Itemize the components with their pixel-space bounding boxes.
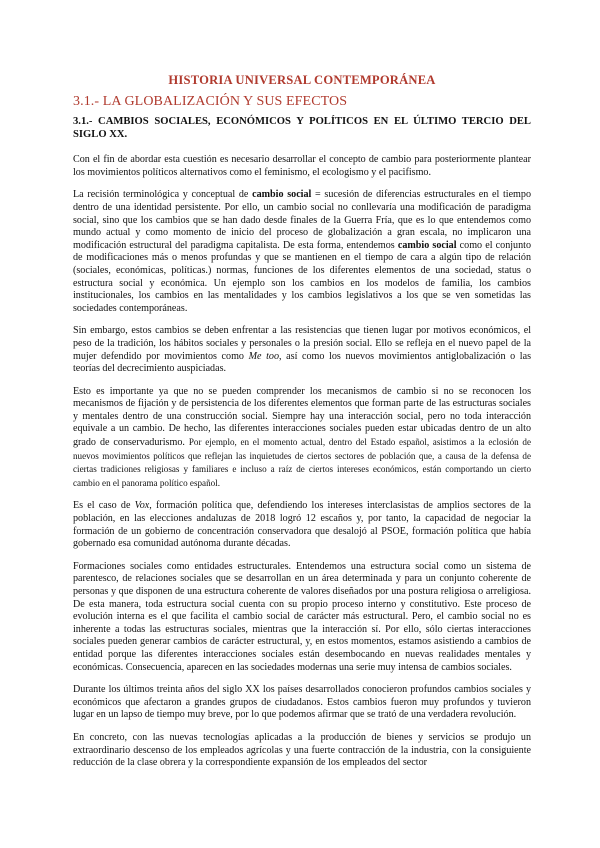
- paragraph-text: La recisión terminológica y conceptual de: [73, 189, 253, 201]
- paragraph-text: Durante los últimos treinta años del siglo XX los países desarrollados conocieron profundos cambios sociales y económicos que afectaron a grandes grupos de ciudadanos. Estos cambios fueron muy profundos y tuvieron lugar en un lapso de tiempo muy breve, por lo que podemos afirmar que se trató de una verdadera revolución.: [73, 684, 531, 721]
- paragraph-text: Formaciones sociales como entidades estructurales. Entendemos una estructura social como un sistema de parentesco, de relaciones sociales que se desarrollan en un área determinada y para un conjunto coherente de personas y que disponen de una estructura coherente de valores diseñados por una postura religiosa o arreligiosa. De esta manera, toda estructura social cuenta con su propio proceso interno y constitutivo. Este proceso de evolución interna es el que facilita el cambio social de carácter más estructural. Pero, el cambio social no es inherente a todas las estructuras sociales, mientras que la interacción sí. Por ello, sólo ciertas interacciones sociales pueden generar cambios de carácter estructural, y, en estos momentos, estamos asistiendo a cambios de entidad porque las diferentes interacciones sociales están desembocando en nuevas realidades mentales y económicas. Consecuencia, aparecen en las sociedades modernas una serie muy intensa de cambios sociales.: [73, 560, 531, 673]
- paragraph-text: , así como los nuevos movimientos antiglobalización o las teorías del decrecimiento auspiciadas.: [73, 350, 532, 375]
- paragraph-1: [73, 154, 531, 179]
- paragraph-7: [73, 684, 531, 722]
- term-cambio-social: cambio social: [252, 189, 312, 201]
- emphasis-vox: Vox: [134, 500, 150, 512]
- paragraph-text: Sin embargo, estos cambios se deben enfrentar a las resistencias que tienen lugar por motivos económicos, el peso de la tradición, los hábitos sociales y personales o la presión social. Ello se refleja en el nuevo papel de la mujer defendido por movimientos como: [73, 325, 531, 362]
- paragraph-2: [73, 189, 531, 315]
- emphasis-me-too: Me too: [248, 350, 280, 362]
- paragraph-text: , formación política que, defendiendo los intereses interclasistas de amplios sectores de la población, en las elecciones andaluzas de 2018 logró 12 escaños y, por tanto, la capacidad de negociar la formación de un gobierno de concentración conservadora que desalojó al PSOE, formación política que había gobernado esa comunidad autónoma durante décadas.: [73, 500, 532, 550]
- paragraph-text: = sucesión de diferencias estructurales en el tiempo dentro de una identidad persistente. Por ello, un cambio social no conllevaría una modificación de paradigma social, sino que los cambios que se han dado desde finales de la Guerra Fría, que es lo que entendemos como mundo actual y como momento de inicio del proceso de globalización a gran escala, no implicaron una modificación estructural del paradigma capitalista. De esta forma, entendemos: [73, 189, 532, 251]
- paragraph-text: Con el fin de abordar esta cuestión es necesario desarrollar el concepto de cambio para posteriormente plantear los movimientos políticos alternativos como el feminismo, el ecologismo y el pacifismo.: [73, 154, 531, 178]
- paragraph-3: [73, 325, 531, 375]
- paragraph-8: [73, 732, 531, 770]
- paragraph-6: [73, 561, 531, 674]
- term-cambio-social: cambio social: [397, 239, 457, 251]
- paragraph-text: Esto es importante ya que no se pueden comprender los mecanismos de cambio si no se reconocen los mecanismos de fijación y de persistencia de los diferentes elementos que forman parte de las estructuras sociales y mentales dentro de una construcción social. Siempre hay una interacción social, pero no toda interacción equivale a un cambio. De hecho, las diferentes interacciones sociales pueden estar ubicadas dentro de un alto grado de conservadurismo.: [73, 385, 531, 449]
- paragraph-text: Es el caso de: [73, 500, 135, 512]
- paragraph-text-small: Por ejemplo, en el momento actual, dentro del Estado español, asistimos a la eclosión de nuevos movimientos políticos que reflejan las inquietudes de ciertos sectores de población que, a causa de la defensa de ciertas tradiciones religiosas y familiares e incluso a raíz de ciertos intereses económicos, están comportando un cierto cambio en el panorama político español.: [73, 437, 531, 488]
- paragraph-text: como el conjunto de modificaciones más o menos profundas y que se mantienen en el tiempo de cara a algún tipo de relación (sociales, económicas, políticas.) normas, funciones de los diferentes elementos de una sociedad, status o estructura social y económica. Un ejemplo son los cambios en los modelos de familia, los cambios institucionales, los cambios en las mentalidades y los cambios legislativos a los que se ven sometidas las sociedades contemporáneas.: [73, 239, 532, 314]
- section-heading: 3.1.- LA GLOBALIZACIÓN Y SUS EFECTOS: [73, 94, 348, 109]
- paragraph-4: [73, 386, 531, 491]
- paragraph-text: En concreto, con las nuevas tecnologías aplicadas a la producción de bienes y servicios se produjo un extraordinario descenso de los empleados agrícolas y una fuerte contracción de la industria, con la consiguiente reducción de la clase obrera y la correspondiente expansión de los empleados del sector: [73, 731, 531, 769]
- paragraph-5: [73, 500, 531, 550]
- document-title: HISTORIA UNIVERSAL CONTEMPORÁNEA: [168, 73, 436, 87]
- subsection-heading: 3.1.- CAMBIOS SOCIALES, ECONÓMICOS Y POLÍTICOS EN EL ÚLTIMO TERCIO DEL SIGLO XX.: [73, 116, 531, 140]
